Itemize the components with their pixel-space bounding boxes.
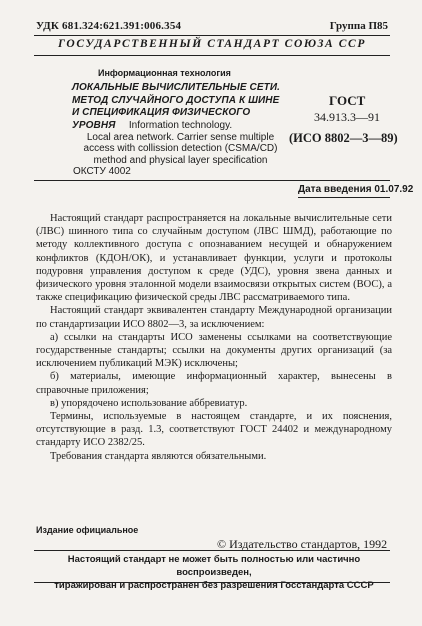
- udk-code: УДК 681.324:621.391:006.354: [36, 20, 182, 32]
- top-rule: [34, 35, 390, 36]
- title-line: МЕТОД СЛУЧАЙНОГО ДОСТУПА К ШИНЕ: [72, 94, 280, 106]
- gost-number: 34.913.3—91: [314, 110, 380, 124]
- body-paragraph: а) ссылки на стандарты ИСО заменены ссылками на соответствующие государственные стандарты; ссылки на документы других организаций (за исключением публикаций МЭК) исключены;: [36, 331, 392, 370]
- header-bottom-rule: [34, 180, 390, 181]
- english-line: Local area network. Carrier sense multiple: [86, 131, 275, 143]
- body-paragraph: Настоящий стандарт распространяется на локальные вычислительные сети (ЛВС) шинного типа со случайным доступом (ЛВС ШМД), работающие по методу коллективного доступа с опознаванием несущей и обнаружением конфликтов (КДОН/ОК), и устанавливает функции, услуги и протоколы подуровня управления доступом к среде (УДС), уровня звена данных и физического уровня эталонной модели взаимосвязи открытых систем (ВОС), а также спецификацию физической среды ЛВС рассматриваемого типа.: [36, 213, 392, 304]
- introduction-date: Дата введения 01.07.92: [298, 184, 414, 195]
- gost-label: ГОСТ: [329, 93, 366, 108]
- official-edition-label: Издание официальное: [36, 525, 139, 535]
- body-paragraph: Термины, используемые в настоящем стандарте, и их пояснения, отсутствующие в разд. 1.3, соответствуют ГОСТ 24402 и международному стандарту ИСО 2382/25.: [36, 411, 392, 449]
- body-paragraph: Настоящий стандарт эквивалентен стандарту Международной организации по стандартизации ИСО 8802—3, за исключением:: [36, 305, 392, 330]
- category-label: Информационная технология: [98, 68, 231, 78]
- english-line: method and physical layer specification: [93, 154, 268, 166]
- iso-number: (ИСО 8802—3—89): [289, 131, 398, 145]
- footer-rule: [34, 550, 390, 551]
- title-rule: [34, 55, 390, 56]
- reproduction-notice: [36, 553, 392, 592]
- bottom-rule: [34, 582, 390, 583]
- body-text: [36, 212, 392, 463]
- english-line: access with collission detection (CSMA/CD): [83, 143, 278, 154]
- date-underline: [298, 197, 390, 198]
- title-line: И СПЕЦИФИКАЦИЯ ФИЗИЧЕСКОГО УРОВНЯ: [72, 107, 251, 131]
- notice-line: тиражирован и распространен без разрешения Госстандарта СССР: [54, 580, 374, 591]
- group-code: Группа П85: [329, 20, 388, 32]
- notice-line: Настоящий стандарт не может быть полностью или частично воспроизведен,: [67, 554, 361, 578]
- english-title: [73, 120, 288, 166]
- copyright-notice: © Издательство стандартов, 1992: [217, 537, 388, 551]
- title-line: ЛОКАЛЬНЫЕ ВЫЧИСЛИТЕЛЬНЫЕ СЕТИ.: [72, 82, 281, 93]
- english-line: Information technology.: [128, 120, 233, 131]
- standard-title: ГОСУДАРСТВЕННЫЙ СТАНДАРТ СОЮЗА ССР: [58, 38, 366, 50]
- okstu-code: ОКСТУ 4002: [73, 166, 131, 177]
- body-paragraph: б) материалы, имеющие информационный характер, вынесены в справочные приложения;: [36, 371, 392, 396]
- body-paragraph: в) упорядочено использование аббревиатур.: [50, 397, 248, 409]
- body-paragraph: Требования стандарта являются обязательными.: [50, 450, 267, 462]
